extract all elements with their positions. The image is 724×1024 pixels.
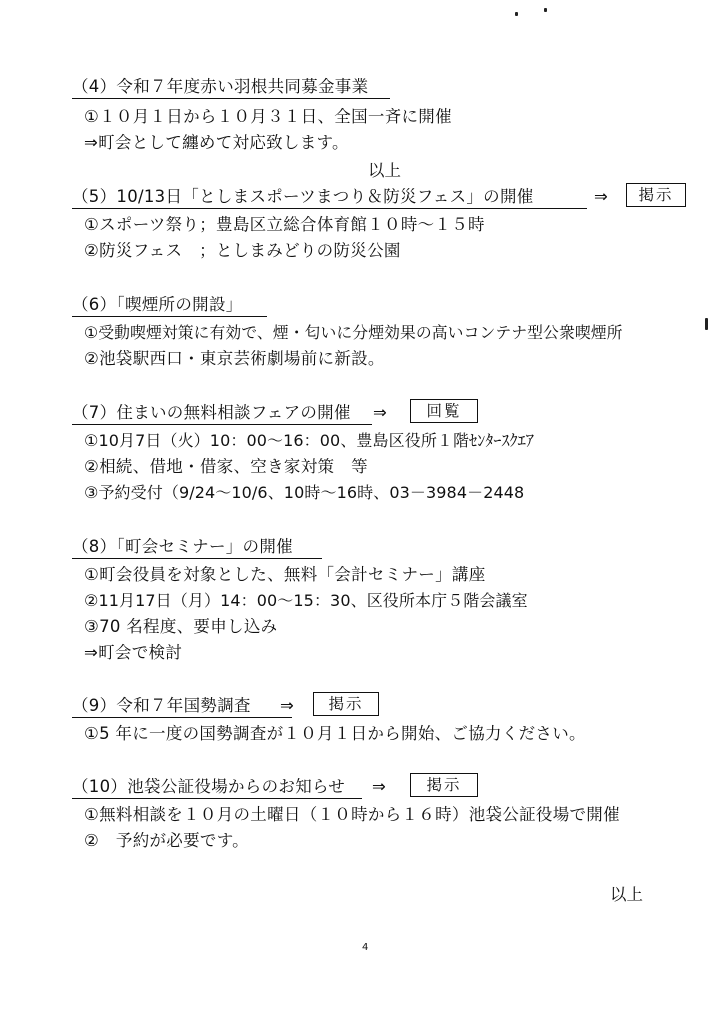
section-8-heading: （8）「町会セミナー」の開催 — [72, 536, 322, 559]
section-10-arrow: ⇒ — [372, 777, 386, 796]
section-9-arrow: ⇒ — [280, 696, 294, 715]
section-7-heading: （7）住まいの無料相談フェアの開催 — [72, 402, 372, 425]
section-7-line-2: ②相続、借地・借家、空き家対策 等 — [84, 457, 368, 476]
section-6-line-1: ①受動喫煙対策に有効で、煙・匂いに分煙効果の高いコンテナ型公衆喫煙所 — [84, 323, 623, 342]
section-6-line-2: ②池袋駅西口・東京芸術劇場前に新設。 — [84, 349, 385, 368]
section-5-line-1: ①スポーツ祭り；豊島区立総合体育館１０時～１５時 — [84, 215, 485, 234]
section-7-line-3: ③予約受付（9/24～10/6、10時～16時、03－3984－2448 — [84, 483, 525, 502]
section-5-heading: （5）10/13日「としまスポーツまつり＆防災フェス」の開催 — [72, 186, 587, 209]
section-8-line-2: ②11月17日（月）14：00～15：30、区役所本庁５階会議室 — [84, 591, 528, 610]
section-7-line-1: ①10月7日（火）10：00～16：00、豊島区役所１階ｾﾝﾀｰｽｸｴｱ — [84, 431, 534, 450]
section-7-arrow: ⇒ — [373, 403, 387, 422]
document-closing: 以上 — [610, 885, 643, 904]
section-9-line-1: ①5 年に一度の国勢調査が１０月１日から開始、ご協力ください。 — [84, 724, 586, 743]
section-10-heading: （10）池袋公証役場からのお知らせ — [72, 776, 362, 799]
page-number: 4 — [362, 942, 369, 953]
section-10-tag-box: 掲示 — [410, 773, 478, 797]
section-4-line-2: ⇒町会として纏めて対応致します。 — [84, 133, 349, 152]
section-4-heading: （4）令和７年度赤い羽根共同募金事業 — [72, 76, 390, 99]
section-9-tag-box: 掲示 — [313, 692, 379, 716]
section-8-line-1: ①町会役員を対象とした、無料「会計セミナー」講座 — [84, 565, 486, 584]
scan-speck — [515, 12, 518, 16]
section-4-line-1: ①１０月１日から１０月３１日、全国一斉に開催 — [84, 107, 452, 126]
section-5-tag-box: 掲示 — [626, 183, 686, 207]
section-7-tag-box: 回覧 — [410, 399, 478, 423]
scan-speck — [544, 8, 547, 12]
section-9-heading: （9）令和７年国勢調査 — [72, 695, 292, 718]
section-10-line-1: ①無料相談を１０月の土曜日（１０時から１６時）池袋公証役場で開催 — [84, 805, 620, 824]
section-8-line-3: ③70 名程度、要申し込み — [84, 617, 278, 636]
section-5-arrow: ⇒ — [594, 187, 608, 206]
scan-speck — [705, 318, 708, 330]
section-10-line-2: ② 予約が必要です。 — [84, 831, 249, 850]
section-4-closing: 以上 — [368, 161, 401, 180]
section-5-line-2: ②防災フェス ；としまみどりの防災公園 — [84, 241, 401, 260]
section-6-heading: （6）「喫煙所の開設」 — [72, 294, 267, 317]
section-8-line-4: ⇒町会で検討 — [84, 643, 183, 662]
